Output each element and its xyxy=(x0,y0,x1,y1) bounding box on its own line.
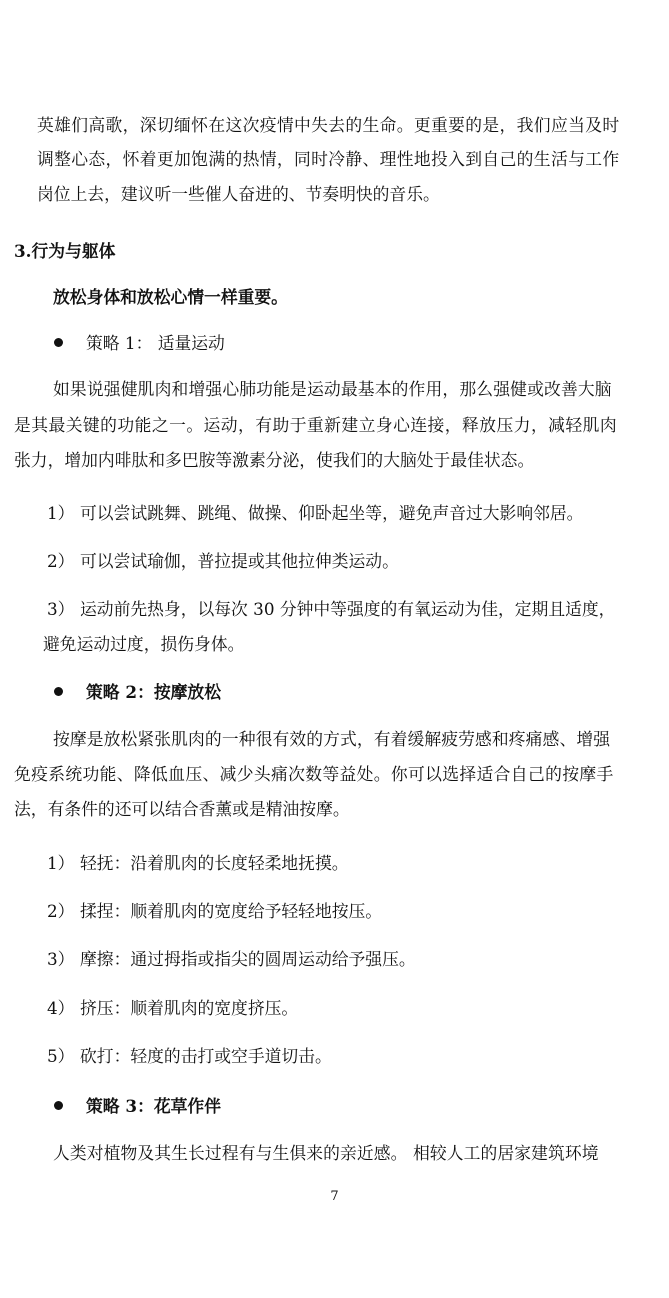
strategy2-title: 策略 2：按摩放松 xyxy=(86,682,221,702)
strategy2-item-1-number: 1） xyxy=(47,853,75,873)
strategy1-item-2-number: 2） xyxy=(47,551,75,571)
strategy2-item-2-text: 揉捏：顺着肌肉的宽度给予轻轻地按压。 xyxy=(80,901,383,921)
strategy1-item-1-text: 可以尝试跳舞、跳绳、做操、仰卧起坐等，避免声音过大影响邻居。 xyxy=(80,503,584,523)
section-heading: 3.行为与躯体 xyxy=(14,241,116,261)
strategy2-item-4-text: 挤压：顺着肌肉的宽度挤压。 xyxy=(80,998,299,1018)
strategy2-item-3-text: 摩擦：通过拇指或指尖的圆周运动给予强压。 xyxy=(80,949,416,969)
strategy2-item-1-text: 轻抚：沿着肌肉的长度轻柔地抚摸。 xyxy=(80,853,349,873)
strategy1-item-3-text: 运动前先热身，以每次 30 分钟中等强度的有氧运动为佳，定期且适度， xyxy=(80,599,616,619)
strategy3-para-line-1: 人类对植物及其生长过程有与生俱来的亲近感。 相较人工的居家建筑环境 xyxy=(53,1143,599,1163)
bullet-icon xyxy=(54,1101,63,1110)
intro-line-3: 岗位上去，建议听一些催人奋进的、节奏明快的音乐。 xyxy=(37,184,440,204)
strategy2-item-4-number: 4） xyxy=(47,998,75,1018)
strategy2-para-line-3: 法，有条件的还可以结合香薰或是精油按摩。 xyxy=(14,799,350,819)
strategy1-para-line-2: 是其最关键的功能之一。运动，有助于重新建立身心连接，释放压力，减轻肌肉 xyxy=(14,415,618,435)
strategy3-title: 策略 3：花草作伴 xyxy=(86,1096,221,1116)
intro-line-1: 英雄们高歌，深切缅怀在这次疫情中失去的生命。更重要的是，我们应当及时 xyxy=(37,115,620,135)
strategy2-para-line-2: 免疫系统功能、降低血压、减少头痛次数等益处。你可以选择适合自己的按摩手 xyxy=(14,764,614,784)
strategy2-para-line-1: 按摩是放松紧张肌肉的一种很有效的方式，有着缓解疲劳感和疼痛感、增强 xyxy=(53,729,611,749)
strategy1-item-3-continuation: 避免运动过度，损伤身体。 xyxy=(43,634,245,654)
bullet-icon xyxy=(54,687,63,696)
strategy1-para-line-1: 如果说强健肌肉和增强心肺功能是运动最基本的作用，那么强健或改善大脑 xyxy=(53,379,612,399)
strategy1-title: 策略 1： 适量运动 xyxy=(86,333,225,353)
bullet-icon xyxy=(54,338,63,347)
strategy1-para-line-3: 张力，增加内啡肽和多巴胺等激素分泌，使我们的大脑处于最佳状态。 xyxy=(14,450,535,470)
section-subheading: 放松身体和放松心情一样重要。 xyxy=(53,287,288,307)
strategy2-item-3-number: 3） xyxy=(47,949,75,969)
strategy2-item-5-number: 5） xyxy=(47,1046,75,1066)
strategy1-item-2-text: 可以尝试瑜伽，普拉提或其他拉伸类运动。 xyxy=(80,551,399,571)
strategy2-item-5-text: 砍打：轻度的击打或空手道切击。 xyxy=(80,1046,332,1066)
page-number: 7 xyxy=(330,1189,339,1204)
intro-line-2: 调整心态，怀着更加饱满的热情，同时冷静、理性地投入到自己的生活与工作 xyxy=(37,149,620,169)
strategy1-item-1-number: 1） xyxy=(47,503,75,523)
strategy1-item-3-number: 3） xyxy=(47,599,75,619)
strategy2-item-2-number: 2） xyxy=(47,901,75,921)
